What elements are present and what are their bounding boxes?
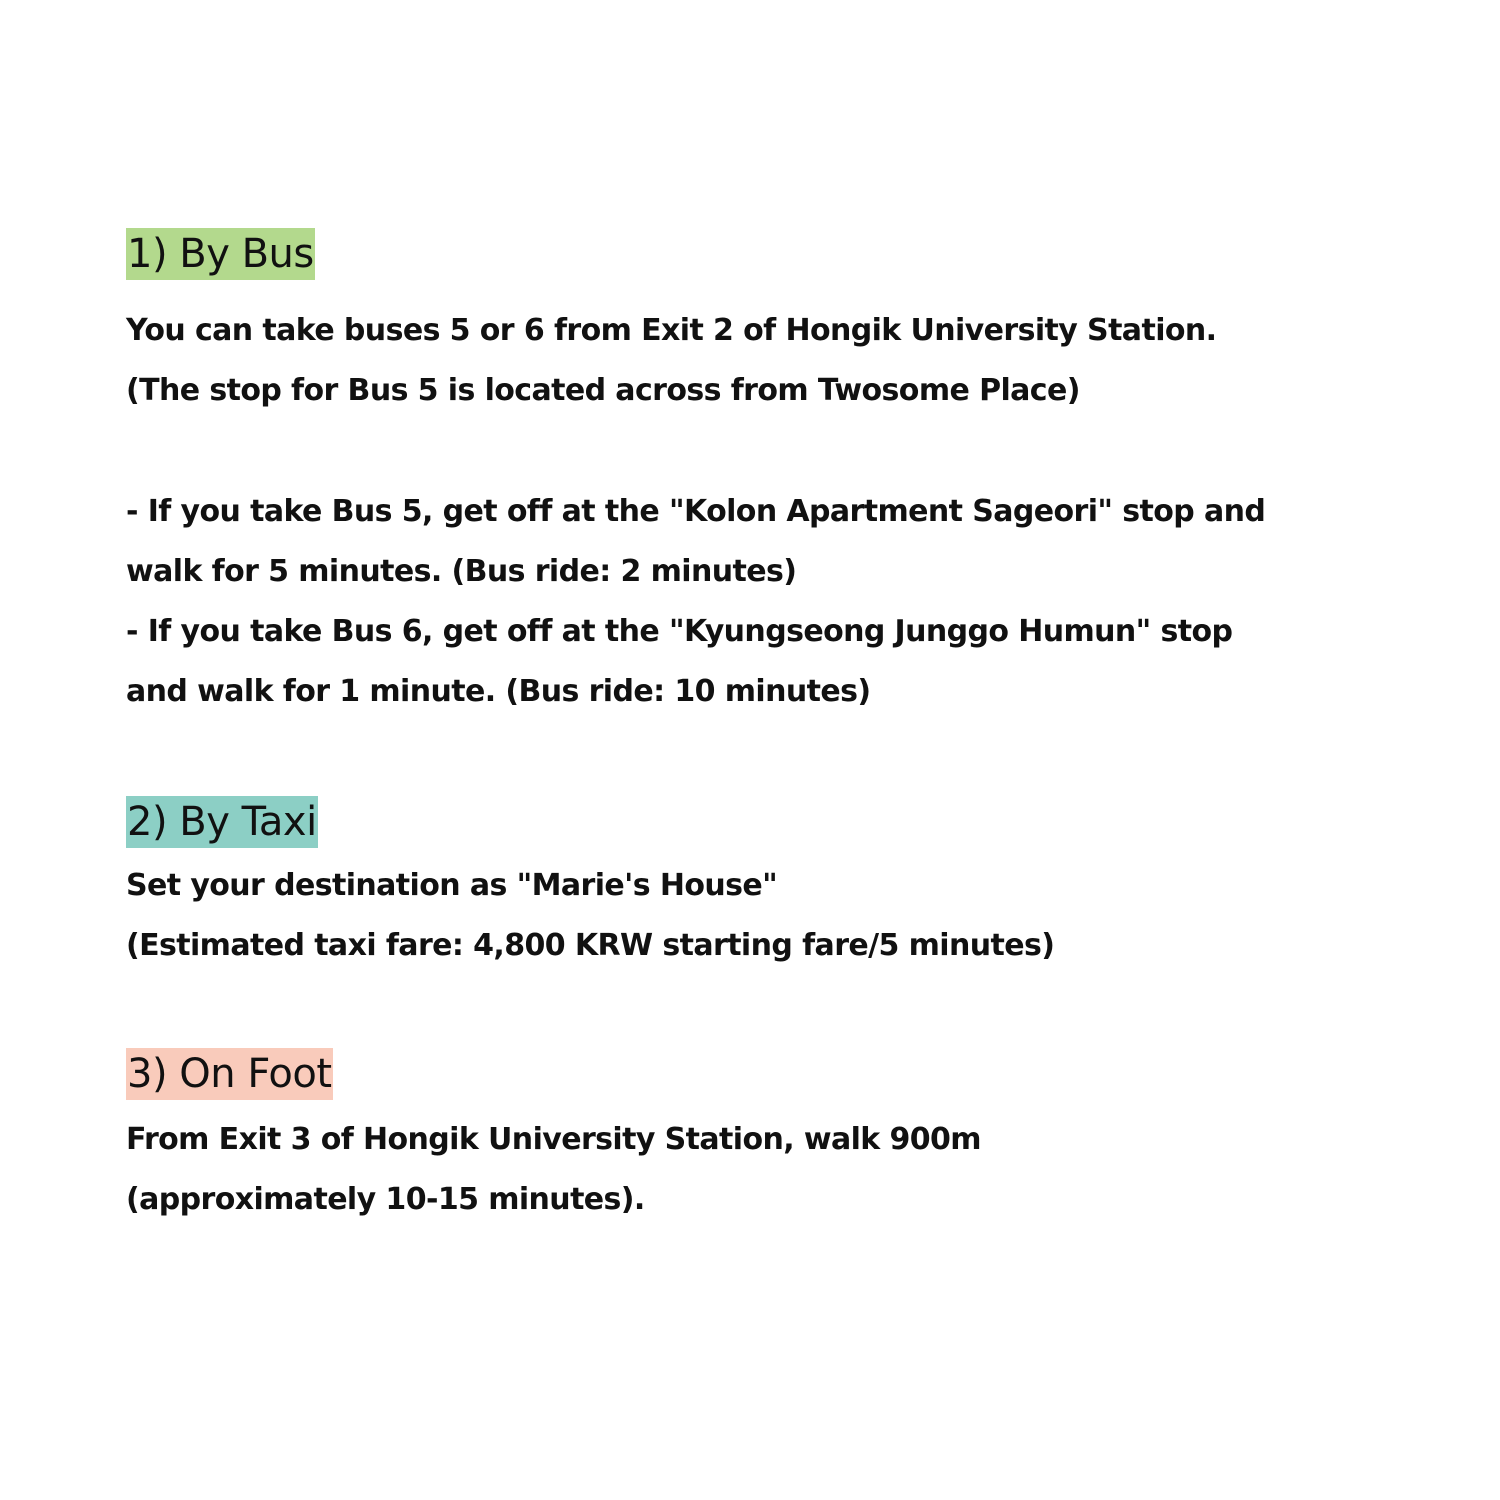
foot-line-2: (approximately 10-15 minutes). bbox=[126, 1182, 645, 1217]
foot-line-1: From Exit 3 of Hongik University Station, walk 900m bbox=[126, 1122, 981, 1157]
taxi-line-1: Set your destination as "Marie's House" bbox=[126, 868, 778, 903]
section-heading-by-bus: 1) By Bus bbox=[126, 228, 315, 280]
bus-line-1: You can take buses 5 or 6 from Exit 2 of Hongik University Station. bbox=[126, 313, 1217, 348]
bus-line-2: (The stop for Bus 5 is located across from Twosome Place) bbox=[126, 373, 1080, 408]
section-heading-by-taxi: 2) By Taxi bbox=[126, 796, 318, 848]
taxi-line-2: (Estimated taxi fare: 4,800 KRW starting fare/5 minutes) bbox=[126, 928, 1055, 963]
bus-line-5: - If you take Bus 6, get off at the "Kyungseong Junggo Humun" stop bbox=[126, 614, 1233, 649]
bus-line-6: and walk for 1 minute. (Bus ride: 10 minutes) bbox=[126, 674, 871, 709]
bus-line-4: walk for 5 minutes. (Bus ride: 2 minutes) bbox=[126, 554, 797, 589]
section-heading-on-foot: 3) On Foot bbox=[126, 1048, 333, 1100]
bus-line-3: - If you take Bus 5, get off at the "Kolon Apartment Sageori" stop and bbox=[126, 494, 1266, 529]
